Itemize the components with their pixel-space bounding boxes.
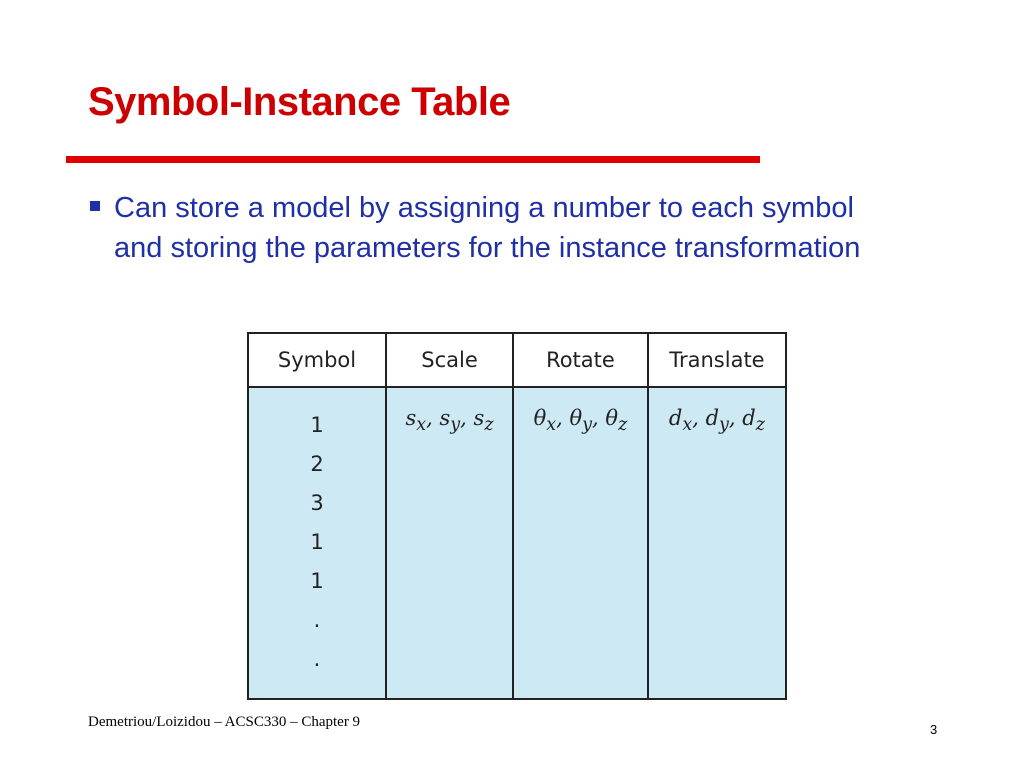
translate-params: $d_x$, $d_y$, $d_z$ bbox=[668, 406, 765, 436]
symbol-value: 2 bbox=[310, 452, 324, 476]
scale-cell bbox=[386, 387, 513, 699]
symbol-value: 1 bbox=[310, 569, 324, 593]
translate-cell bbox=[648, 387, 786, 699]
bullet-text: Can store a model by assigning a number to each symbol and storing the parameters for the instance transformation bbox=[114, 192, 861, 264]
header-scale: Scale bbox=[386, 333, 513, 387]
header-translate: Translate bbox=[648, 333, 786, 387]
symbol-value: 1 bbox=[310, 530, 324, 554]
table-row bbox=[248, 387, 786, 699]
symbol-value: 3 bbox=[310, 491, 324, 515]
header-rotate: Rotate bbox=[513, 333, 648, 387]
symbol-value: 1 bbox=[310, 413, 324, 437]
symbol-cell bbox=[248, 387, 386, 699]
footer-text: Demetriou/Loizidou – ACSC330 – Chapter 9 bbox=[88, 714, 361, 730]
scale-params: $s_x$, $s_y$, $s_z$ bbox=[405, 406, 494, 436]
header-symbol: Symbol bbox=[248, 333, 386, 387]
square-bullet-icon bbox=[90, 201, 100, 211]
rotate-cell bbox=[513, 387, 648, 699]
rotate-params: $\theta_x$, $\theta_y$, $\theta_z$ bbox=[533, 406, 628, 436]
slide-title: Symbol-Instance Table bbox=[88, 80, 511, 124]
page-number: 3 bbox=[930, 722, 938, 737]
bullet-item bbox=[90, 188, 910, 268]
title-underline bbox=[66, 156, 760, 163]
symbol-value: . bbox=[313, 608, 321, 632]
table-header-row bbox=[248, 333, 786, 387]
symbol-value: . bbox=[313, 647, 321, 671]
symbol-instance-table bbox=[247, 332, 787, 700]
